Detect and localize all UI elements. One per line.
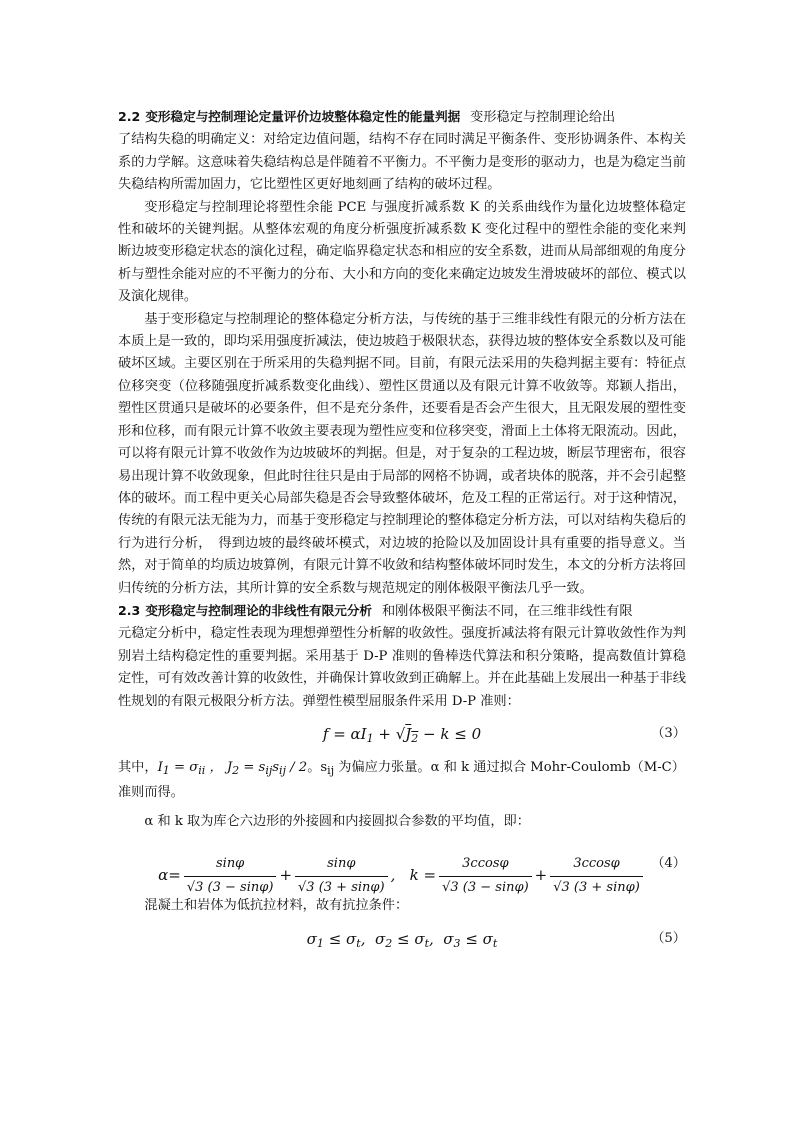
section-lead-text: 变形稳定与控制理论给出 xyxy=(470,110,616,125)
equation-formula: $\sigma_1 \le \sigma_t$, $\sigma_2 \le \sigma_t$, $\sigma_3 \le \sigma_t$ xyxy=(306,929,498,950)
section-number: 2.2 xyxy=(118,109,141,124)
paragraph: 变形稳定与控制理论将塑性余能 PCE 与强度折减系数 K 的关系曲线作为量化边坡整体稳定性和破坏的关键判据。从整体宏观的角度分析强度折减系数 K 变化过程中的塑性余能的变化来判断边坡变形稳定状态的演化过程，确定临界稳定状态和相应的安全系数，进而从局部细观的角度分析与塑性余能对应的不平衡力的分布、大小和方向的变化来确定边坡发生滑坡破坏的部位、模式以及演化规律。 xyxy=(118,199,686,305)
inline-formula: $I_1 = \sigma_{ii}$ ， $J_2 = s_{ij}s_{ij} / 2$ xyxy=(157,759,308,777)
text-run: 其中， xyxy=(118,759,158,775)
paragraph-where: 其中，$I_1 = \sigma_{ii}$ ， $J_2 = s_{ij}s_{ij} / 2$。$s_{ij}$ 为偏应力张量。α 和 k 通过拟合 Mohr-Coulomb（M-C） xyxy=(118,759,685,777)
section-lead-text: 和刚体极限平衡法不同，在三维非线性有限 xyxy=(382,603,633,619)
text-run: 为偏应力张量。α 和 k 通过拟合 Mohr-Coulomb（M-C） xyxy=(334,759,685,775)
text-run: 。s xyxy=(307,759,328,775)
section-heading-2-2 xyxy=(118,106,686,129)
equation-formula: $f = \alpha I_1 + √J_2 - k \le 0$ xyxy=(322,724,482,745)
equation-number: （3） xyxy=(651,725,686,741)
paragraph: α 和 k 取为库仑六边形的外接圆和内接圆拟合参数的平均值，即： xyxy=(144,813,530,829)
paragraph: 准则而得。 xyxy=(118,785,184,801)
paragraph: 了结构失稳的明确定义：对给定边值问题，结构不存在同时满足平衡条件、变形协调条件、本构关系的力学解。这意味着失稳结构总是伴随着不平衡力。不平衡力是变形的驱动力，也是为稳定当前失稳结构所需加固力，它比塑性区更好地刻画了结构的破坏过程。 xyxy=(118,132,686,193)
page-body xyxy=(118,106,686,962)
equation-5 xyxy=(118,918,686,962)
section-heading-2-3 xyxy=(118,600,686,623)
equation-4 xyxy=(118,833,686,895)
equation-3 xyxy=(118,713,686,757)
equation-number: （4） xyxy=(651,856,686,872)
paragraph: 基于变形稳定与控制理论的整体稳定分析方法，与传统的基于三维非线性有限元的分析方法在本质上是一致的，即均采用强度折减法，使边坡趋于极限状态，获得边坡的整体安全系数以及可能破坏区域。主要区别在于所采用的失稳判据不同。目前，有限元法采用的失稳判据主要有：特征点位移突变（位移随强度折减系数变化曲线）、塑性区贯通以及有限元计算不收敛等。郑颖人指出，塑性区贯通只是破坏的必要条件，但不是充分条件，还要看是否会产生很大，且无限发展的塑性变形和位移，而有限元计算不收敛主要表现为塑性应变和位移突变，滑面上土体将无限流动。因此，可以将有限元计算不收敛作为边坡破坏的判据。但是，对于复杂的工程边坡，断层节理密布，很容易出现计算不收敛现象，但此时往往只是由于局部的网格不协调，或者块体的脱落，并不会引起整体的破坏。而工程中更关心局部失稳是否会导致整体破坏，危及工程的正常运行。对于这种情况，传统的有限元法无能为力，而基于变形稳定与控制理论的整体稳定分析方法，可以对结构失稳后的行为进行分析， 得到边坡的最终破坏模式，对边坡的抢险以及加固设计具有重要的指导意义。当然，对于简单的均质边坡算例，有限元计算不收敛和结构整体破坏同时发生，本文的分析方法将回归传统的分析方法，其所计算的安全系数与规范规定的刚体极限平衡法几乎一致。 xyxy=(118,311,686,596)
equation-number: （5） xyxy=(651,930,686,946)
equation-formula: α= $\frac{\sin\varphi}{√3 (3 - \sin\varphi)}$ + $\frac{\sin\varphi}{√3 (3 + \sin\varphi)}$ , k = $\frac{3ccos\varphi}{√3 (3 - \sin\varphi)}$ + $\frac{3ccos\varphi}{√3 (3 + \sin\varphi)}$ xyxy=(118,853,686,899)
paragraph: 元稳定分析中，稳定性表现为理想弹塑性分析解的收敛性。强度折减法将有限元计算收敛性作为判别岩土结构稳定性的重要判据。采用基于 D-P 准则的鲁棒迭代算法和积分策略，提高数值计算稳定性，可有效改善计算的收敛性，并确保计算收敛到正确解上。并在此基础上发展出一种基于非线性规划的有限元极限分析方法。弹塑性模型屈服条件采用 D-P 准则： xyxy=(118,626,686,709)
section-number: 2.3 xyxy=(118,602,141,618)
section-title: 变形稳定与控制理论定量评价边坡整体稳定性的能量判据 xyxy=(145,109,461,124)
paragraph: 混凝土和岩体为低抗拉材料，故有抗拉条件： xyxy=(144,898,409,914)
section-title: 变形稳定与控制理论的非线性有限元分析 xyxy=(145,602,372,618)
